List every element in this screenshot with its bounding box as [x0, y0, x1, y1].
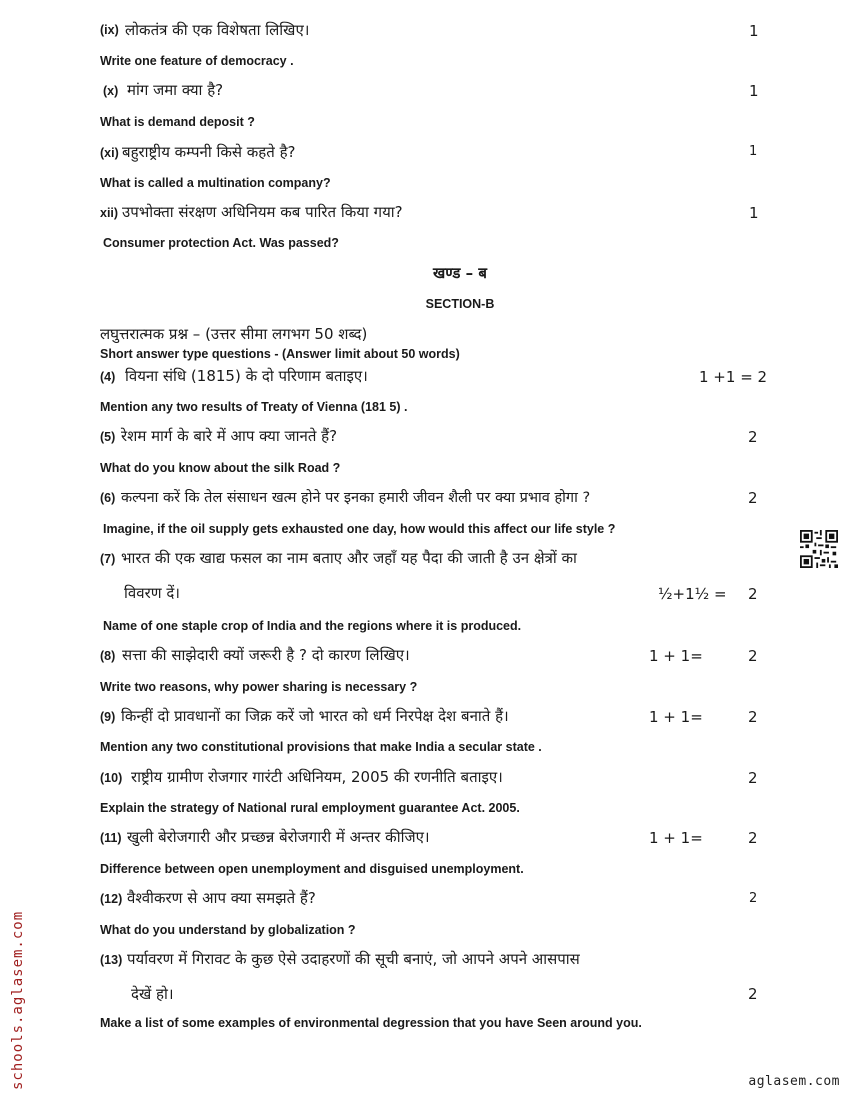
side-watermark: schools.aglasem.com: [10, 910, 26, 1090]
question-marks: 2: [748, 428, 758, 446]
question-number: (6): [100, 491, 116, 505]
question-marks: 2: [749, 891, 758, 906]
question-hindi: वैश्वीकरण से आप क्या समझते हैं?: [127, 889, 316, 907]
question-hindi-continued: विवरण दें।: [124, 584, 180, 602]
question-number: (12): [100, 892, 123, 906]
question-number: (4): [100, 370, 116, 384]
question-number: (8): [100, 649, 116, 663]
question-hindi: लोकतंत्र की एक विशेषता लिखिए।: [125, 21, 310, 39]
question-marks: 2: [748, 489, 758, 507]
question-marks: 2: [748, 585, 758, 603]
question-hindi: बहुराष्ट्रीय कम्पनी किसे कहते है?: [122, 143, 296, 161]
question-hindi: सत्ता की साझेदारी क्यों जरूरी है ? दो कारण लिखिए।: [122, 646, 410, 664]
question-marks: 1: [749, 22, 759, 40]
bottom-watermark: aglasem.com: [748, 1074, 840, 1089]
question-english: Imagine, if the oil supply gets exhausted one day, how would this affect our life style ?: [103, 522, 616, 536]
question-number: (7): [100, 552, 116, 566]
marks-split: 1 +1 = 2: [699, 368, 768, 386]
question-marks: 2: [748, 647, 758, 665]
question-english: Make a list of some examples of environmental degression that you have Seen around you.: [100, 1016, 642, 1030]
question-number: (xi): [100, 146, 119, 160]
question-marks: 2: [748, 829, 758, 847]
question-marks: 1: [749, 82, 759, 100]
question-hindi: किन्हीं दो प्रावधानों का जिक्र करें जो भारत को धर्म निरपेक्ष देश बनाते हैं।: [121, 707, 509, 725]
qr-code-icon: [800, 530, 838, 568]
question-hindi: मांग जमा क्या है?: [127, 81, 224, 99]
question-hindi: राष्ट्रीय ग्रामीण रोजगार गारंटी अधिनियम, 2005 की रणनीति बताइए।: [131, 768, 503, 786]
question-english: Explain the strategy of National rural employment guarantee Act. 2005.: [100, 801, 520, 815]
question-english: What is demand deposit ?: [100, 115, 255, 129]
question-english: Name of one staple crop of India and the regions where it is produced.: [103, 619, 522, 633]
question-marks: 2: [748, 985, 758, 1003]
question-hindi: उपभोक्ता संरक्षण अधिनियम कब पारित किया गया?: [122, 203, 403, 221]
marks-split: 1 + 1=: [649, 829, 703, 847]
question-english: Write one feature of democracy .: [100, 54, 294, 68]
question-number: (x): [103, 84, 119, 98]
question-english: What do you know about the silk Road ?: [100, 461, 341, 475]
marks-split: 1 + 1=: [649, 647, 703, 665]
marks-split: 1 + 1=: [649, 708, 703, 726]
question-hindi-continued: देखें हो।: [131, 985, 174, 1003]
section-instruction-hindi: लघुत्तरात्मक प्रश्न – (उत्तर सीमा लगभग 50 शब्द): [100, 325, 368, 343]
question-number: (13): [100, 953, 123, 967]
question-english: Consumer protection Act. Was passed?: [103, 236, 339, 250]
question-number: (9): [100, 710, 116, 724]
question-hindi: रेशम मार्ग के बारे में आप क्या जानते हैं?: [121, 427, 338, 445]
question-hindi: वियना संधि (1815) के दो परिणाम बताइए।: [125, 367, 368, 385]
section-heading-hindi: खण्ड – ब: [433, 264, 487, 282]
question-english: Mention any two constitutional provisions that make India a secular state .: [100, 740, 542, 754]
question-hindi: भारत की एक खाद्य फसल का नाम बताए और जहाँ यह पैदा की जाती है उन क्षेत्रों का: [121, 549, 577, 567]
section-instruction-english: Short answer type questions - (Answer limit about 50 words): [100, 347, 460, 361]
question-number: (11): [100, 831, 122, 845]
question-number: (ix): [100, 23, 119, 37]
question-number: xii): [100, 206, 119, 220]
question-english: Write two reasons, why power sharing is necessary ?: [100, 680, 418, 694]
question-number: (10): [100, 771, 123, 785]
question-number: (5): [100, 430, 116, 444]
question-english: What do you understand by globalization ?: [100, 923, 356, 937]
section-heading-english: SECTION-B: [425, 297, 495, 311]
question-hindi: खुली बेरोजगारी और प्रच्छन्न बेरोजगारी में अन्तर कीजिए।: [127, 828, 430, 846]
question-english: What is called a multination company?: [100, 176, 331, 190]
question-marks: 1: [749, 204, 759, 222]
question-hindi: पर्यावरण में गिरावट के कुछ ऐसे उदाहरणों की सूची बनाएं, जो आपने अपने आसपास: [127, 950, 580, 968]
question-marks: 2: [748, 708, 758, 726]
question-marks: 1: [749, 144, 758, 159]
question-english: Difference between open unemployment and disguised unemployment.: [100, 862, 524, 876]
question-english: Mention any two results of Treaty of Vienna (181 5) .: [100, 400, 408, 414]
question-hindi: कल्पना करें कि तेल संसाधन खत्म होने पर इनका हमारी जीवन शैली पर क्या प्रभाव होगा ?: [121, 490, 591, 506]
marks-split: ½+1½ =: [658, 585, 727, 603]
question-marks: 2: [748, 769, 758, 787]
